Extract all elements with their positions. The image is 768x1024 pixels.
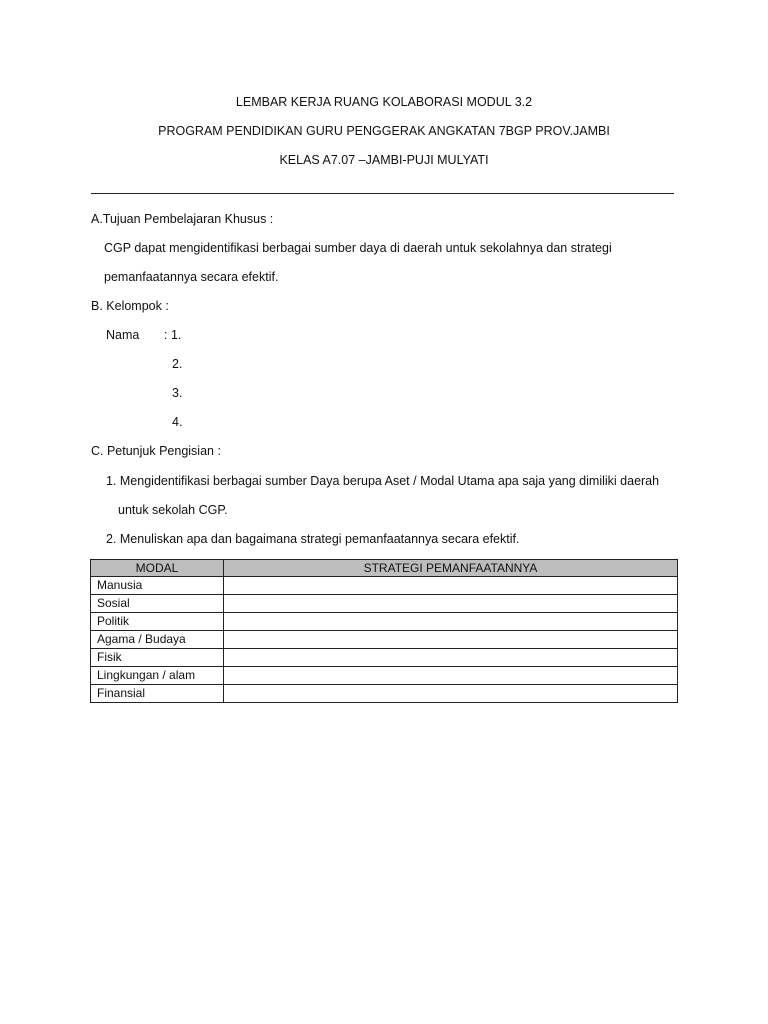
- modal-cell: Politik: [91, 613, 224, 631]
- strategy-cell[interactable]: [224, 631, 678, 649]
- instruction-1-line2: untuk sekolah CGP.: [118, 503, 228, 517]
- instruction-2: 2. Menuliskan apa dan bagaimana strategi pemanfaatannya secara efektif.: [106, 532, 520, 546]
- modal-cell: Sosial: [91, 595, 224, 613]
- section-a-text-line2: pemanfaatannya secara efektif.: [104, 270, 279, 284]
- table-row: [91, 613, 678, 631]
- column-header-strategi: STRATEGI PEMANFAATANNYA: [224, 560, 678, 577]
- table-header-row: [91, 560, 678, 577]
- strategy-cell[interactable]: [224, 577, 678, 595]
- member-number-1: : 1.: [164, 328, 182, 342]
- table-row: [91, 685, 678, 703]
- modal-cell: Fisik: [91, 649, 224, 667]
- section-a-text-line1: CGP dapat mengidentifikasi berbagai sumber daya di daerah untuk sekolahnya dan strategi: [104, 241, 612, 255]
- table-row: [91, 649, 678, 667]
- table-row: [91, 595, 678, 613]
- strategy-cell[interactable]: [224, 649, 678, 667]
- modal-cell: Finansial: [91, 685, 224, 703]
- strategy-cell[interactable]: [224, 685, 678, 703]
- modal-cell: Agama / Budaya: [91, 631, 224, 649]
- member-number-2: 2.: [172, 357, 183, 371]
- worksheet-title: LEMBAR KERJA RUANG KOLABORASI MODUL 3.2: [235, 95, 533, 109]
- section-c-heading: C. Petunjuk Pengisian :: [91, 444, 221, 458]
- program-title: PROGRAM PENDIDIKAN GURU PENGGERAK ANGKATAN 7BGP PROV.JAMBI: [158, 124, 610, 138]
- table-row: [91, 631, 678, 649]
- strategy-cell[interactable]: [224, 595, 678, 613]
- member-number-4: 4.: [172, 415, 183, 429]
- instruction-1-line1: 1. Mengidentifikasi berbagai sumber Daya berupa Aset / Modal Utama apa saja yang dimiliki daerah: [106, 474, 660, 488]
- strategy-cell[interactable]: [224, 613, 678, 631]
- column-header-modal: MODAL: [91, 560, 224, 577]
- member-number-3: 3.: [172, 386, 183, 400]
- table-row: [91, 577, 678, 595]
- nama-label: Nama: [106, 328, 140, 342]
- modal-cell: Lingkungan / alam: [91, 667, 224, 685]
- strategy-cell[interactable]: [224, 667, 678, 685]
- section-b-heading: B. Kelompok :: [91, 299, 169, 313]
- modal-cell: Manusia: [91, 577, 224, 595]
- class-title: KELAS A7.07 –JAMBI-PUJI MULYATI: [279, 153, 489, 167]
- table-row: [91, 667, 678, 685]
- modal-strategy-table: [90, 559, 678, 703]
- divider-line: [91, 193, 674, 194]
- section-a-heading: A.Tujuan Pembelajaran Khusus :: [91, 212, 274, 226]
